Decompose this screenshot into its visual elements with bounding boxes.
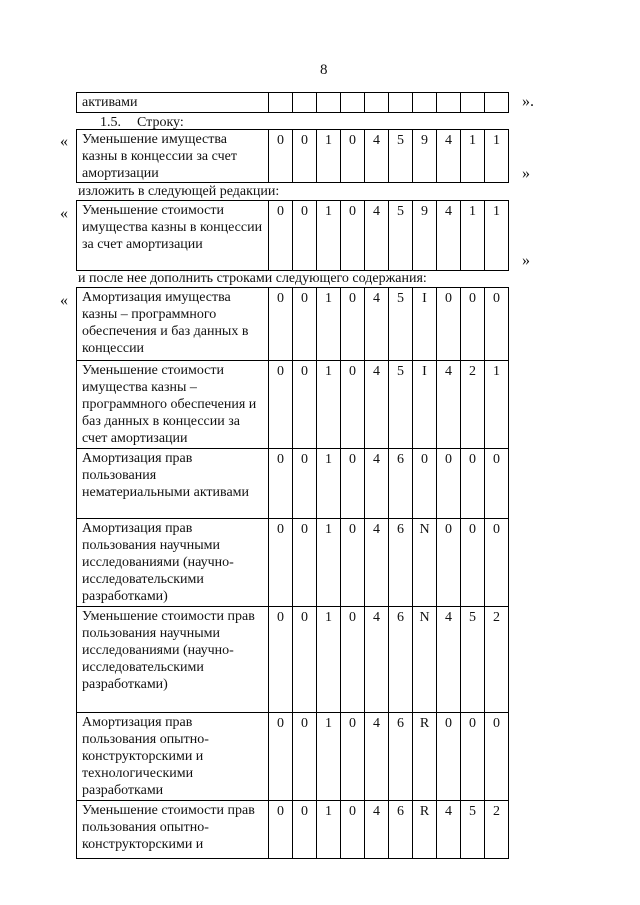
open-quote: «	[60, 205, 68, 222]
code-digit: 0	[341, 801, 365, 859]
code-digit: I	[413, 361, 437, 449]
code-digit: 6	[389, 449, 413, 519]
code-digit	[485, 93, 509, 113]
code-digit: 1	[317, 201, 341, 271]
top-row-table	[76, 92, 509, 113]
code-digit: 0	[341, 449, 365, 519]
code-digit: 0	[341, 130, 365, 183]
code-digit	[413, 93, 437, 113]
code-digit: 0	[293, 361, 317, 449]
page-number: 8	[320, 62, 328, 78]
section-label: Строку:	[137, 115, 184, 130]
code-digit: 1	[485, 201, 509, 271]
code-digit: 5	[389, 130, 413, 183]
table-row	[77, 519, 509, 607]
code-digit: 5	[461, 607, 485, 713]
code-digit: N	[413, 519, 437, 607]
code-digit: 1	[461, 130, 485, 183]
row-label: Амортизация прав пользования опытно-конструкторскими и технологическими разработками	[77, 713, 269, 801]
code-digit: I	[413, 288, 437, 361]
row-label: Уменьшение стоимости имущества казны – программного обеспечения и баз данных в концессии за счет амортизации	[77, 361, 269, 449]
code-digit: 0	[293, 449, 317, 519]
close-quote: »	[522, 252, 530, 269]
code-digit: 0	[269, 201, 293, 271]
code-digit: 1	[317, 801, 341, 859]
code-digit: 0	[341, 607, 365, 713]
close-quote: »	[522, 165, 530, 182]
code-digit: 1	[317, 713, 341, 801]
code-digit: 1	[485, 361, 509, 449]
code-digit: 0	[341, 361, 365, 449]
code-digit: 0	[461, 519, 485, 607]
code-digit: 0	[293, 130, 317, 183]
row-label: Амортизация прав пользования научными исследованиями (научно-исследовательскими разработками)	[77, 519, 269, 607]
code-digit: 0	[341, 288, 365, 361]
code-digit	[293, 93, 317, 113]
code-digit: 0	[437, 519, 461, 607]
code-digit: 0	[461, 449, 485, 519]
code-digit: 0	[413, 449, 437, 519]
code-digit: 4	[437, 130, 461, 183]
code-digit: 4	[365, 519, 389, 607]
code-digit: 6	[389, 801, 413, 859]
code-digit: 5	[461, 801, 485, 859]
code-digit: 1	[317, 449, 341, 519]
code-digit: 6	[389, 713, 413, 801]
code-digit: 9	[413, 201, 437, 271]
code-digit: 4	[365, 288, 389, 361]
table-row	[77, 713, 509, 801]
code-digit	[341, 93, 365, 113]
row-label: Амортизация имущества казны – программного обеспечения и баз данных в концессии	[77, 288, 269, 361]
table-row	[77, 801, 509, 859]
code-digit: 0	[293, 201, 317, 271]
code-digit: 6	[389, 519, 413, 607]
code-digit: 4	[365, 801, 389, 859]
code-digit: 4	[437, 801, 461, 859]
code-digit: 2	[461, 361, 485, 449]
row-label: активами	[77, 93, 269, 113]
code-digit: 0	[485, 288, 509, 361]
code-digit: 0	[293, 288, 317, 361]
table-row	[77, 93, 509, 113]
row-label: Амортизация прав пользования нематериальными активами	[77, 449, 269, 519]
table-row	[77, 361, 509, 449]
table-row	[77, 201, 509, 271]
table-row	[77, 449, 509, 519]
code-digit: N	[413, 607, 437, 713]
code-digit: 0	[485, 449, 509, 519]
code-digit: 4	[365, 449, 389, 519]
open-quote: «	[60, 133, 68, 150]
code-digit	[269, 93, 293, 113]
code-digit: 1	[485, 130, 509, 183]
code-digit: 4	[365, 713, 389, 801]
row-label: Уменьшение стоимости прав пользования опытно-конструкторскими и	[77, 801, 269, 859]
code-digit: 1	[461, 201, 485, 271]
old-row-table	[76, 129, 509, 183]
code-digit: 1	[317, 607, 341, 713]
table-row	[77, 607, 509, 713]
code-digit: 4	[365, 130, 389, 183]
new-row-table	[76, 200, 509, 271]
table-row	[77, 288, 509, 361]
code-digit: 0	[437, 288, 461, 361]
code-digit: 0	[269, 713, 293, 801]
code-digit: 0	[269, 519, 293, 607]
open-quote: «	[60, 292, 68, 309]
code-digit: 0	[293, 607, 317, 713]
row-label: Уменьшение стоимости имущества казны в концессии за счет амортизации	[77, 201, 269, 271]
instruction-line: изложить в следующей редакции:	[78, 184, 280, 199]
code-digit: R	[413, 801, 437, 859]
code-digit: 0	[341, 713, 365, 801]
code-digit: 0	[461, 288, 485, 361]
code-digit: 4	[437, 607, 461, 713]
code-digit: R	[413, 713, 437, 801]
code-digit	[365, 93, 389, 113]
code-digit	[461, 93, 485, 113]
code-digit: 1	[317, 361, 341, 449]
code-digit: 0	[269, 801, 293, 859]
code-digit: 0	[461, 713, 485, 801]
section-number: 1.5.	[100, 115, 121, 130]
code-digit: 1	[317, 130, 341, 183]
code-digit: 1	[317, 519, 341, 607]
code-digit: 0	[485, 519, 509, 607]
code-digit: 4	[365, 201, 389, 271]
code-digit: 0	[269, 361, 293, 449]
row-label: Уменьшение имущества казны в концессии за счет амортизации	[77, 130, 269, 183]
code-digit: 0	[293, 801, 317, 859]
row-label: Уменьшение стоимости прав пользования научными исследованиями (научно-исследовательскими разработками)	[77, 607, 269, 713]
code-digit	[317, 93, 341, 113]
code-digit: 0	[269, 288, 293, 361]
code-digit: 9	[413, 130, 437, 183]
code-digit: 0	[485, 713, 509, 801]
code-digit: 5	[389, 361, 413, 449]
code-digit: 1	[317, 288, 341, 361]
code-digit: 2	[485, 607, 509, 713]
code-digit: 4	[437, 201, 461, 271]
close-quote: ».	[522, 93, 534, 110]
table-row	[77, 130, 509, 183]
added-rows-table	[76, 287, 509, 859]
code-digit: 0	[341, 519, 365, 607]
code-digit	[389, 93, 413, 113]
code-digit: 4	[365, 361, 389, 449]
code-digit: 0	[269, 607, 293, 713]
instruction-line: и после нее дополнить строками следующего содержания:	[78, 271, 427, 286]
code-digit: 0	[341, 201, 365, 271]
code-digit: 4	[437, 361, 461, 449]
code-digit: 0	[293, 519, 317, 607]
code-digit	[437, 93, 461, 113]
code-digit: 0	[269, 449, 293, 519]
code-digit: 4	[365, 607, 389, 713]
code-digit: 0	[437, 449, 461, 519]
code-digit: 6	[389, 607, 413, 713]
code-digit: 0	[293, 713, 317, 801]
code-digit: 2	[485, 801, 509, 859]
code-digit: 5	[389, 201, 413, 271]
code-digit: 0	[437, 713, 461, 801]
code-digit: 5	[389, 288, 413, 361]
code-digit: 0	[269, 130, 293, 183]
